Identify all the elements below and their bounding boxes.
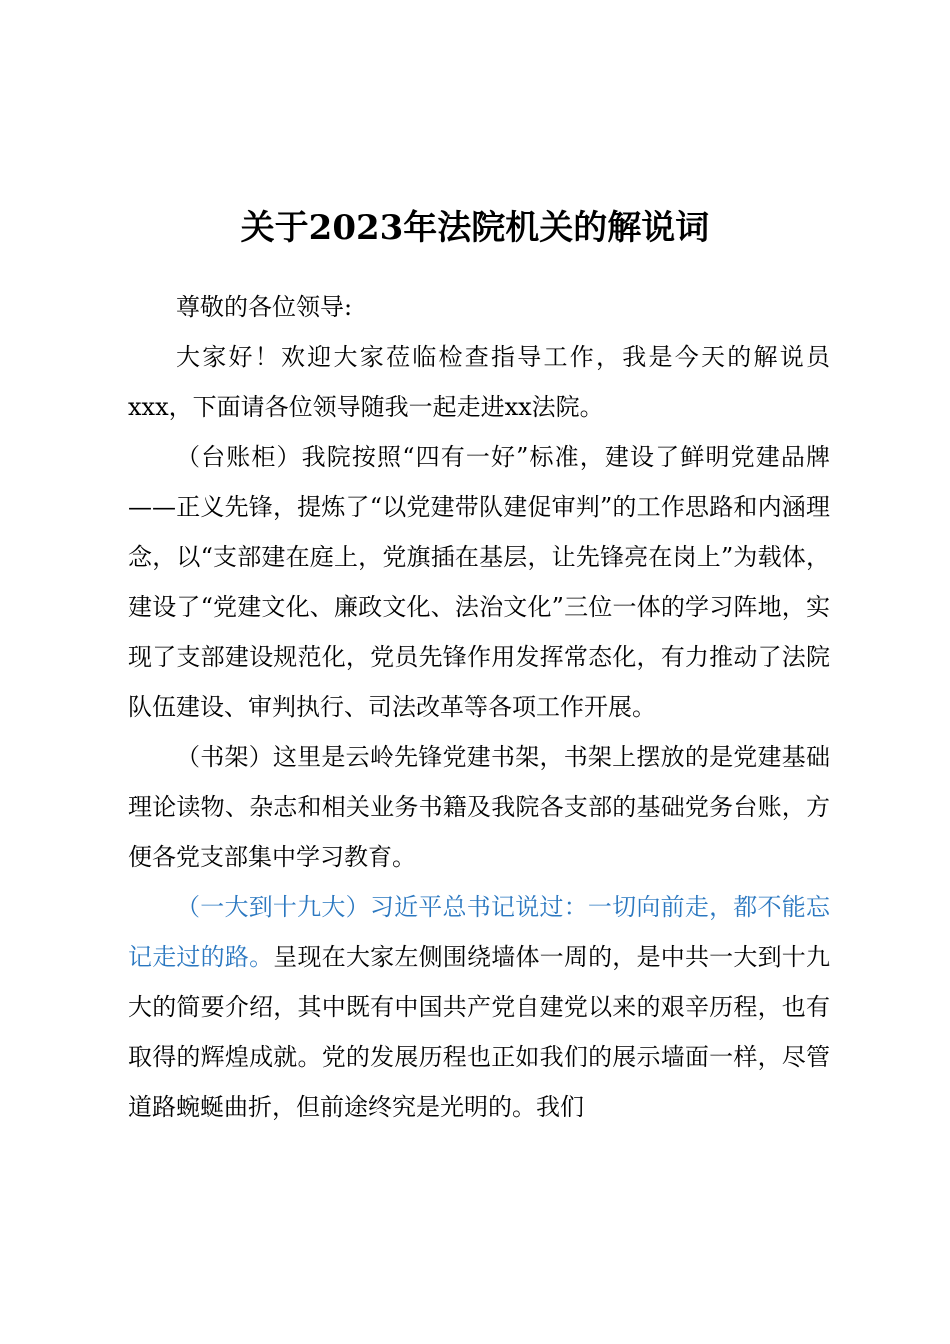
paragraph-welcome: 大家好！欢迎大家莅临检查指导工作，我是今天的解说员xxx，下面请各位领导随我一起走进xx法院。 <box>128 343 830 421</box>
document-body <box>128 282 830 1132</box>
paragraph-ledger-cabinet: （台账柜）我院按照“四有一好”标准，建设了鲜明党建品牌——正义先锋，提炼了“以党建带队建促审判”的工作思路和内涵理念，以“支部建在庭上，党旗插在基层，让先锋亮在岗上”为载体，建设了“党建文化、廉政文化、法治文化”三位一体的学习阵地，实现了支部建设规范化，党员先锋作用发挥常态化，有力推动了法院队伍建设、审判执行、司法改革等各项工作开展。 <box>128 443 830 721</box>
document-title: 关于2023年法院机关的解说词 <box>240 208 710 248</box>
paragraph-party-history-text: 呈现在大家左侧围绕墙体一周的，是中共一大到十九大的简要介绍，其中既有中国共产党自建党以来的艰辛历程，也有取得的辉煌成就。党的发展历程也正如我们的展示墙面一样，尽管道路蜿蜒曲折，但前途终究是光明的。我们 <box>128 943 831 1121</box>
highlighted-quote: （一大到十九大）习近平总书记说过：一切向前走，都不能忘记走过的路。 <box>128 893 830 971</box>
salutation: 尊敬的各位领导: <box>176 293 353 321</box>
paragraph-party-history <box>128 882 830 1132</box>
paragraph-bookshelf: （书架）这里是云岭先锋党建书架，书架上摆放的是党建基础理论读物、杂志和相关业务书籍及我院各支部的基础党务台账，方便各党支部集中学习教育。 <box>128 743 830 871</box>
